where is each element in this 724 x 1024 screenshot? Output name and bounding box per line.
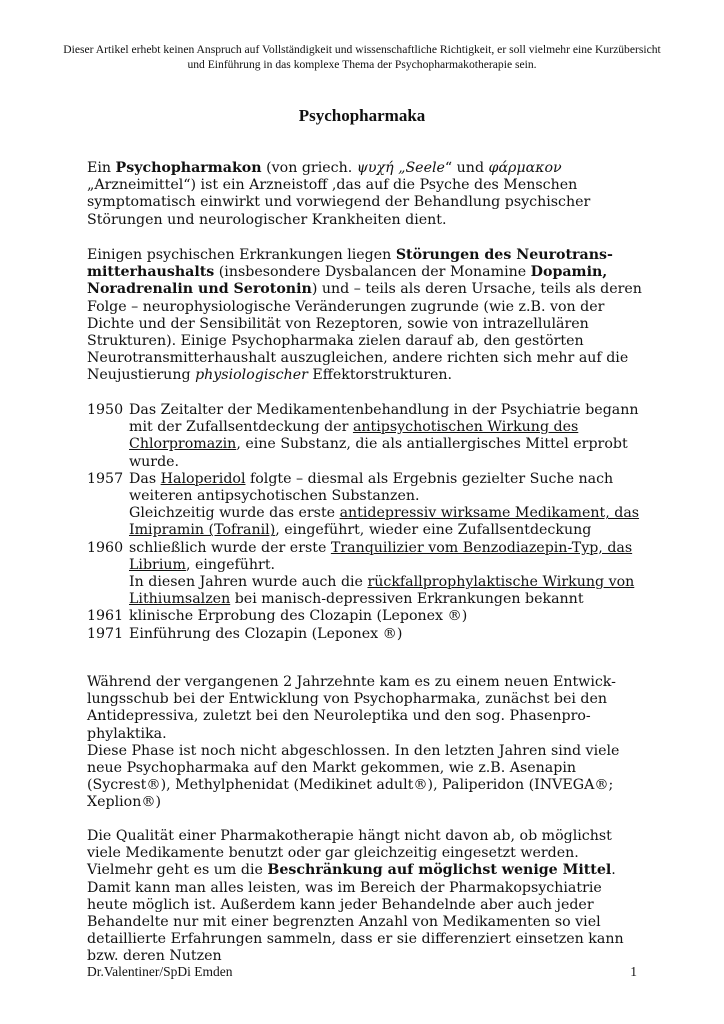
timeline-year: 1957	[87, 470, 124, 487]
timeline-year: 1960	[87, 539, 124, 556]
disclaimer: Dieser Artikel erhebt keinen Anspruch auf Vollständigkeit und wissenschaftliche Richtigkeit, er soll vielmehr eine Kurzübersicht und Einführung in das komplexe Thema der Psychopharmakotherapie sein.	[63, 43, 661, 71]
timeline-year: 1971	[87, 625, 124, 642]
page-footer	[87, 964, 637, 980]
history-timeline	[87, 402, 647, 643]
page-title: Psychopharmaka	[298, 106, 426, 125]
term-psychopharmakon: Psychopharmakon	[115, 160, 262, 176]
page-number: 1	[630, 964, 637, 979]
timeline-continuation: Gleichzeitig wurde das erste antidepressiv wirksame Medikament, das Imipramin (Tofranil), eingeführt, wieder eine Zufallsentdeckung	[129, 505, 640, 539]
timeline-year: 1961	[87, 608, 124, 625]
timeline-entry-1950: 1950 Das Zeitalter der Medikamentenbehandlung in der Psychiatrie begann mit der Zufallsentdeckung der antipsychotischen Wirkung des Chlorpromazin, eine Substanz, die als antiallergisches Mittel erprobt wurde.	[87, 402, 639, 470]
timeline-entry-1961: 1961 klinische Erprobung des Clozapin (Leponex ®)	[87, 608, 468, 625]
development-paragraph: Während der vergangenen 2 Jahrzehnte kam es zu einem neuen Entwick-lungsschub bei der Entwicklung von Psychopharmaka, zunächst bei den Antidepressiva, zuletzt bei den Neuroleptika und den sog. Phasenpro-phylaktika. Diese Phase ist noch nicht abgeschlossen. In den letzten Jahren sind viele neue Psychopharmaka auf den Markt gekommen, wie z.B. Asenapin (Sycrest®), Methylphenidat (Medikinet adult®), Paliperidon (INVEGA®; Xeplion®)	[87, 674, 620, 811]
intro-paragraph: Ein Psychopharmakon (von griech. ψυχή „Seele“ und φάρμακον „Arzneimittel“) ist ein Arzneistoff ,das auf die Psyche des Menschen symptomatisch einwirkt und vorwiegend der Behandlung psychischer Störungen und neurologischer Krankheiten dient.	[87, 160, 591, 228]
timeline-continuation: In diesen Jahren wurde auch die rückfallprophylaktische Wirkung von Lithiumsalzen bei manisch-depressiven Erkrankungen bekannt	[129, 574, 635, 608]
timeline-year: 1950	[87, 402, 124, 418]
neurotransmitter-paragraph: Einigen psychischen Erkrankungen liegen Störungen des Neurotrans-mitterhaushalts (insbesondere Dysbalancen der Monamine Dopamin, Noradrenalin und Serotonin) und – teils als deren Ursache, teils als deren Folge – neurophysiologische Veränderungen zugrunde (wie z.B. von der Dichte und der Sensibilität von Rezeptoren, sowie von intrazellulären Strukturen). Einige Psychopharmaka zielen darauf ab, den gestörten Neurotransmitterhaushalt auszugleichen, andere richten sich mehr auf die Neujustierung physiologischer Effektorstrukturen.	[87, 247, 642, 384]
quality-paragraph: Die Qualität einer Pharmakotherapie hängt nicht davon ab, ob möglichst viele Medikamente benutzt oder gar gleichzeitig eingesetzt werden. Vielmehr geht es um die Beschränkung auf möglichst wenige Mittel. Damit kann man alles leisten, was im Bereich der Pharmakopsychiatrie heute möglich ist. Außerdem kann jeder Behandelnde aber auch jeder Behandelte nur mit einer begrenzten Anzahl von Medikamenten so viel detaillierte Erfahrungen sammeln, dass er sie differenziert einsetzen kann bzw. deren Nutzen	[87, 828, 624, 965]
timeline-entry-1971: 1971 Einführung des Clozapin (Leponex ®)	[87, 625, 403, 642]
footer-author: Dr.Valentiner/SpDi Emden	[87, 964, 233, 979]
timeline-entry-1957: 1957 Das Haloperidol folgte – diesmal als Ergebnis gezielter Suche nach weiteren antipsychotischen Substanzen.	[87, 470, 614, 505]
timeline-entry-1960: 1960 schließlich wurde der erste Tranquilizier vom Benzodiazepin-Typ, das Librium, eingeführt.	[87, 539, 633, 573]
